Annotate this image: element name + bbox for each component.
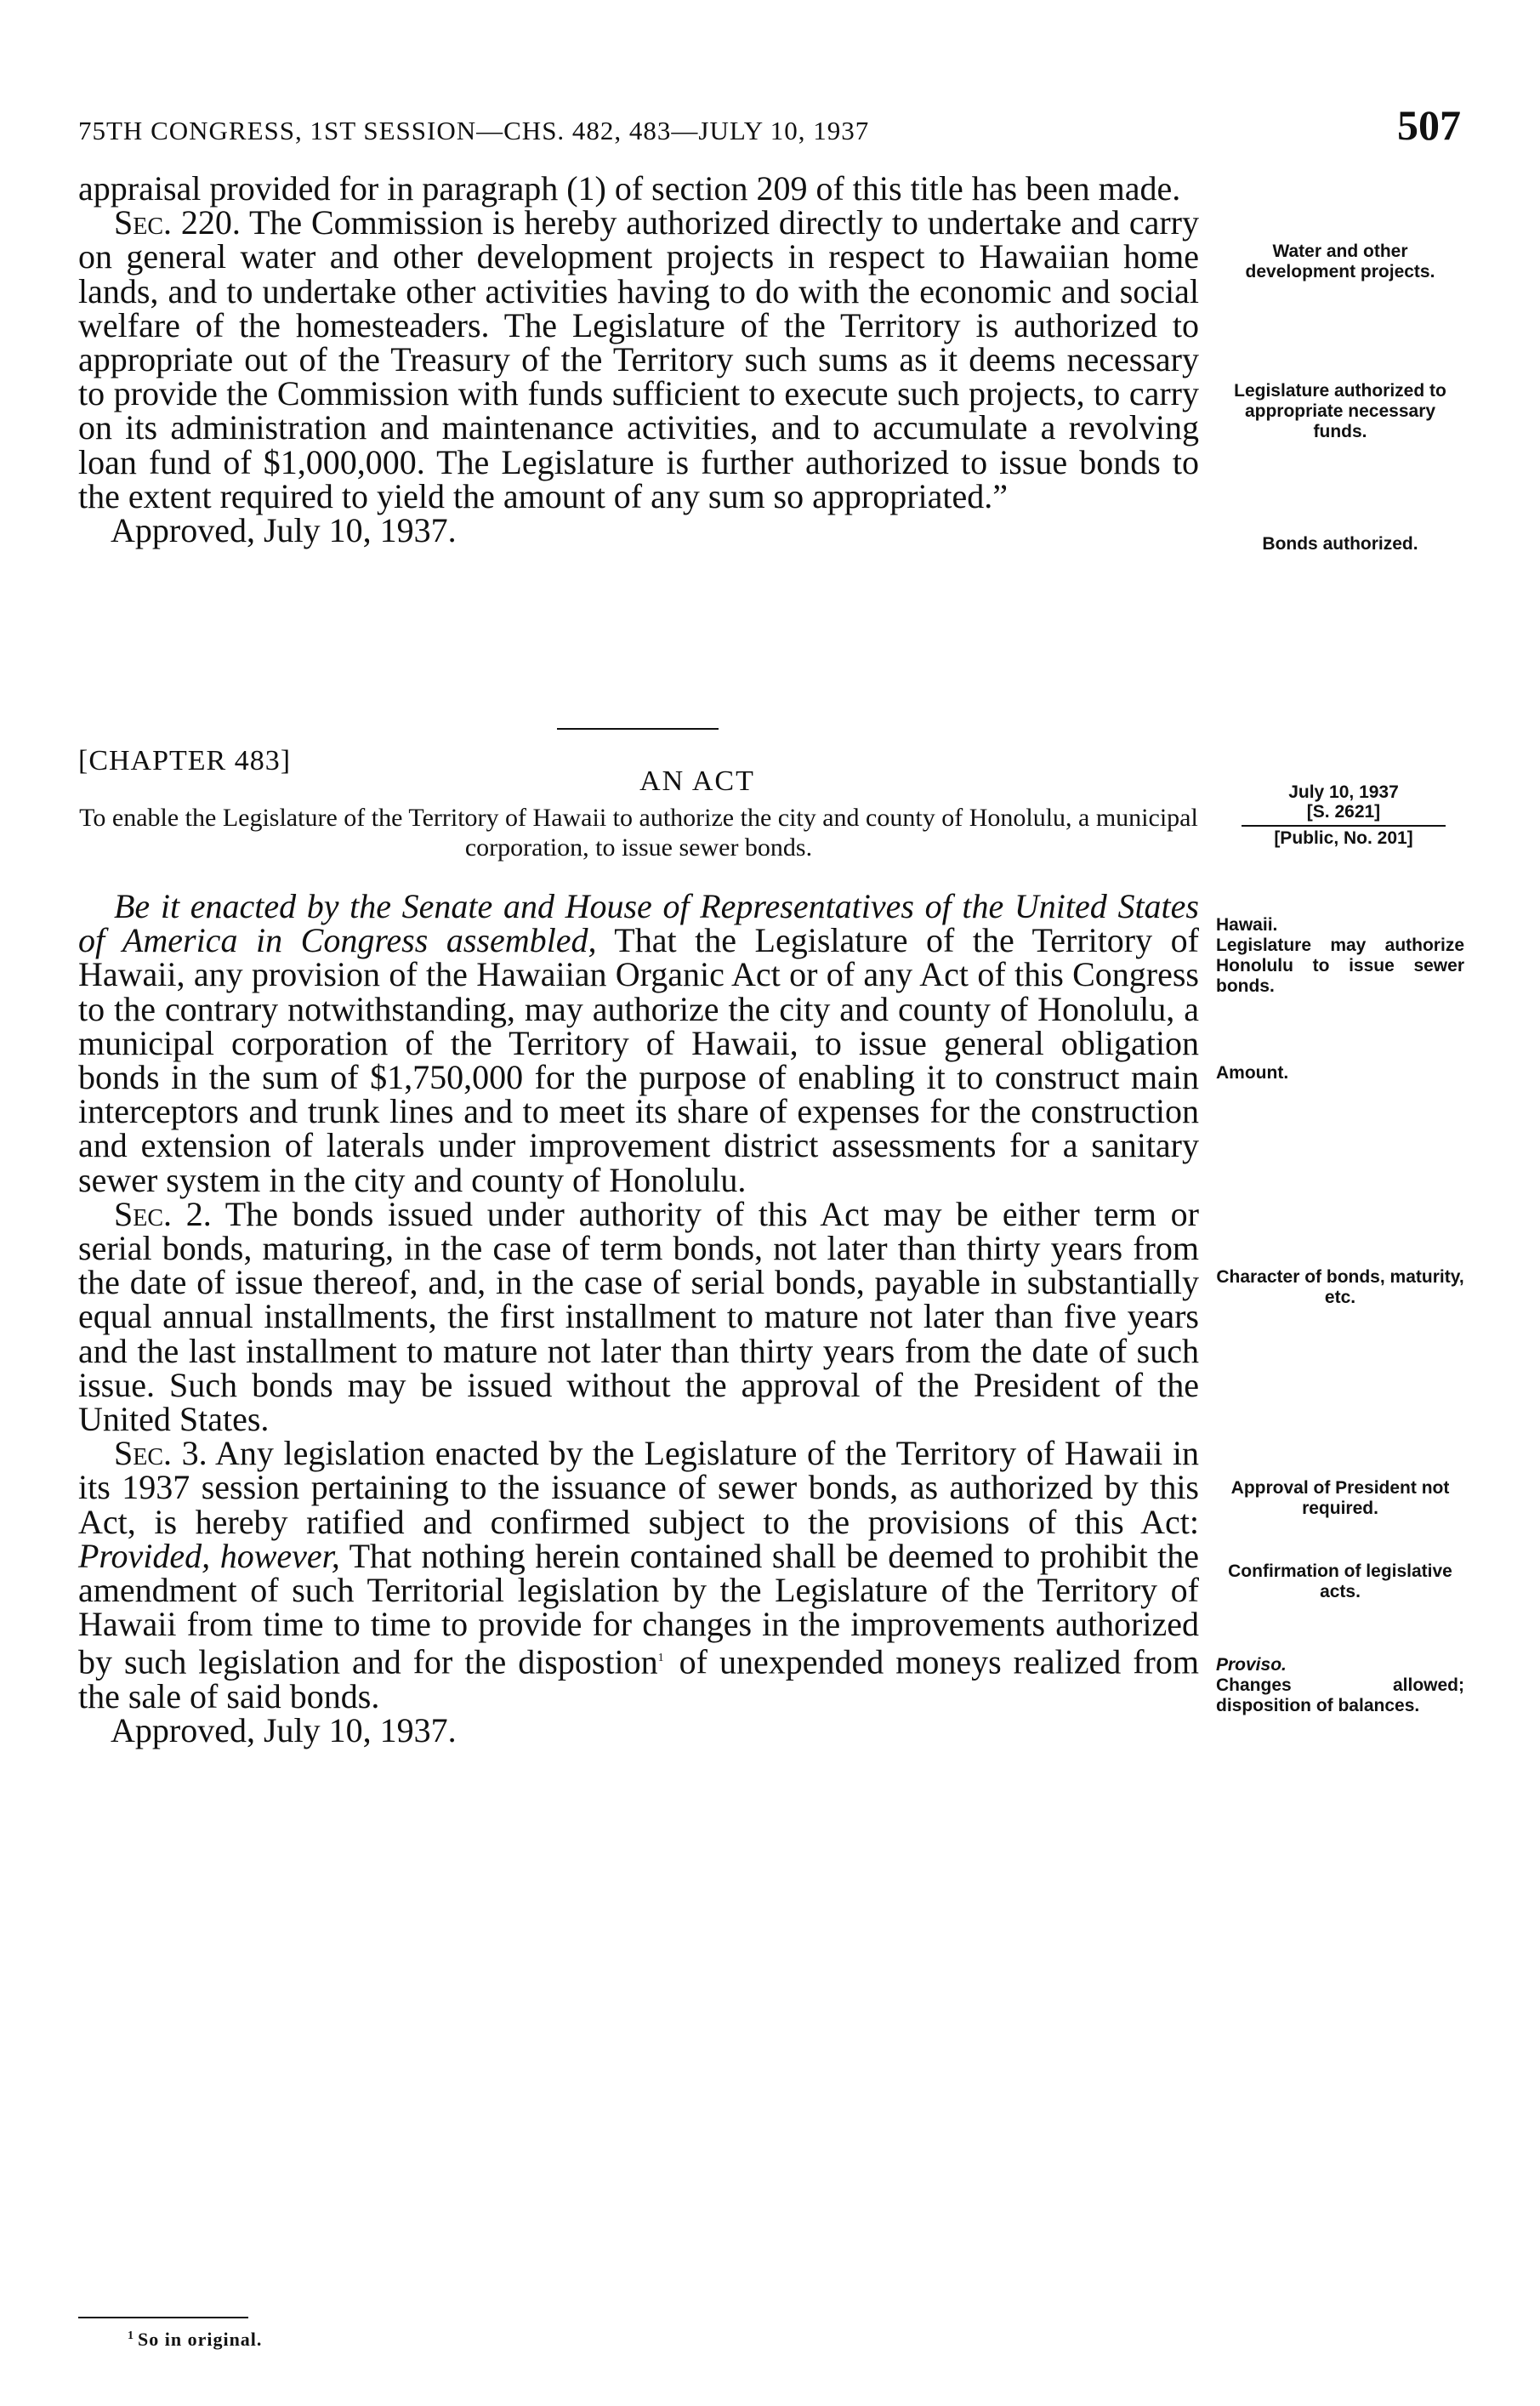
section-1-text: That the Legislature of the Territory of Hawaii, any provision of the Hawaiian Organic Act or of any Act of this Congress to the contrary notwithstanding, may authorize the city and county of Honolulu, a municipal corporation of the Territory of Hawaii, to issue general obligation bonds in the sum of $1,750,000 for the purpose of enabling it to construct main interceptors and trunk lines and to meet its share of expenses for the construction and extension of laterals under improvement district assessments for a sanitary sewer system in the city and county of Honolulu. <box>78 921 1199 1199</box>
public-law-number: [Public, No. 201] <box>1274 828 1413 848</box>
approved-line: Approved, July 10, 1937. <box>111 511 457 550</box>
section-3-text-c: of unexpended moneys realized from the sale of said bonds. <box>78 1642 1199 1715</box>
section-3-paragraph <box>78 1436 1199 1714</box>
section-3-text-b: That nothing herein contained shall be deemed to prohibit the amendment of such Territorial legislation by the Legislature of the Territory of Hawaii from time to time to provide for changes in the improvements authorized by such legislation and for the dispostion <box>78 1536 1199 1681</box>
section-1-paragraph <box>78 887 1199 1199</box>
act-date: July 10, 1937 <box>1288 782 1399 802</box>
margin-note-legislature: Legislature authorized to appropriate necessary funds. <box>1234 381 1446 441</box>
date-block <box>1233 782 1454 848</box>
chapter-label: [CHAPTER 483] <box>78 745 292 776</box>
act-heading: AN ACT <box>639 765 755 797</box>
sec-label: Sec. <box>114 203 173 242</box>
footnote-rule <box>78 2317 248 2318</box>
sec-label: Sec. <box>114 1434 173 1473</box>
margin-note-changes: Changes allowed; disposition of balances. <box>1216 1675 1464 1715</box>
section-3-text-a: 3. Any legislation enacted by the Legislature of the Territory of Hawaii in its 1937 session pertaining to the issuance of sewer bonds, as authorized by this Act, is hereby ratified and confirmed subject to the provisions of this Act: <box>78 1434 1199 1541</box>
margin-note-bonds: Bonds authorized. <box>1262 534 1418 554</box>
margin-note-proviso <box>1216 1655 1464 1716</box>
footnote-number: 1 <box>128 2329 134 2342</box>
carryover-paragraph: appraisal provided for in paragraph (1) of section 209 of this title has been made. <box>78 169 1181 208</box>
act-body <box>78 887 1199 1750</box>
margin-note-hawaii <box>1216 915 1464 997</box>
page-number: 507 <box>1397 101 1461 149</box>
act-title: To enable the Legislature of the Territory of Hawaii to authorize the city and county of Honolulu, a municipal corporation, to issue sewer bonds. <box>79 804 1198 862</box>
footnote-text: So in original. <box>138 2329 263 2350</box>
sec-label: Sec. <box>114 1194 173 1233</box>
proviso-phrase: Provided, however, <box>78 1536 340 1575</box>
margin-note-hawaii-head: Hawaii. <box>1216 915 1278 935</box>
footnote-mark: 1 <box>657 1652 664 1665</box>
margin-note-approval: Approval of President not required. <box>1230 1478 1450 1518</box>
section-220-text: 220. The Commission is hereby authorized directly to undertake and carry on general water and other development projects in respect to Hawaiian home lands, and to undertake other activities having to do with the economic and social welfare of the homesteaders. The Legislature of the Territory is authorized to appropriate out of the Treasury of the Territory such sums as it deems necessary to provide the Commission with funds sufficient to execute such projects, to carry on its administration and maintenance activities, and to accumulate a revolving loan fund of $1,000,000. The Legislature is further authorized to issue bonds to the extent required to yield the amount of any sum so appropriated.” <box>78 203 1199 515</box>
margin-note-proviso-head: Proviso. <box>1216 1655 1287 1675</box>
section-220-block <box>78 169 1199 550</box>
margin-note-confirmation: Confirmation of legislative acts. <box>1228 1561 1452 1601</box>
footnote <box>128 2329 262 2351</box>
running-head <box>78 100 1461 151</box>
date-rule <box>1242 825 1446 827</box>
section-2-paragraph <box>78 1194 1199 1439</box>
margin-note-character: Character of bonds, maturity, etc. <box>1216 1267 1464 1307</box>
margin-note-amount: Amount. <box>1216 1063 1289 1083</box>
section-2-text: 2. The bonds issued under authority of this Act may be either term or serial bonds, maturing, in the case of term bonds, not later than thirty years from the date of issue thereof, and, in the case of serial bonds, payable in substantially equal annual installments, the first installment to mature not later than five years and the last installment to mature not later than thirty years from the date of such issue. Such bonds may be issued without the approval of the President of the United States. <box>78 1194 1199 1439</box>
chapter-rule <box>557 728 719 730</box>
enacting-clause: Be it enacted by the Senate and House of Representatives of the United States of America in Congress assembled, <box>78 887 1199 960</box>
margin-note-water: Water and other development projects. <box>1245 242 1435 282</box>
approved-line: Approved, July 10, 1937. <box>111 1711 457 1750</box>
margin-note-hawaii-sub: Legislature may authorize Honolulu to issue sewer bonds. <box>1216 936 1464 996</box>
section-220-paragraph <box>78 203 1199 515</box>
bill-number: [S. 2621] <box>1306 802 1381 822</box>
running-head-text: 75TH CONGRESS, 1ST SESSION—CHS. 482, 483—JULY 10, 1937 <box>78 116 870 145</box>
